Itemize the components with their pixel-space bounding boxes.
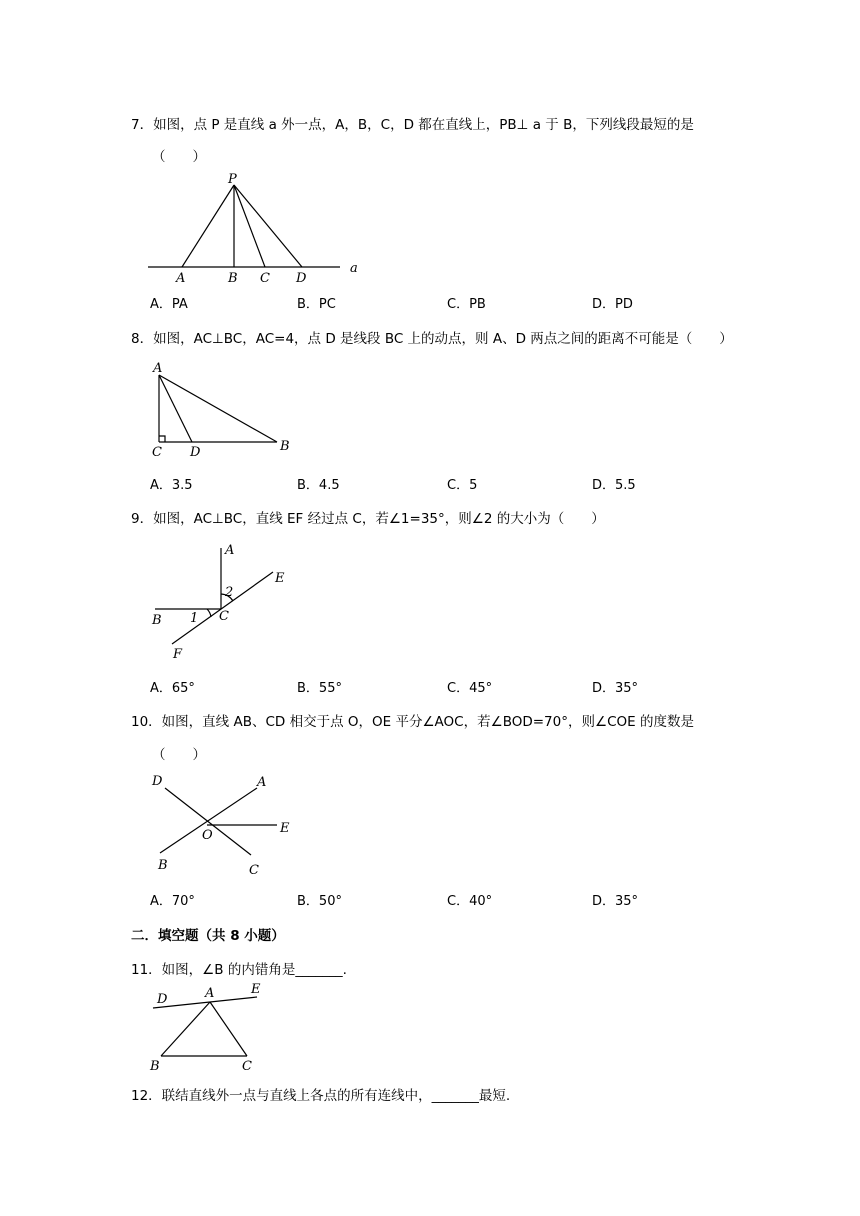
- q10-figure: [145, 768, 305, 883]
- q7-label-c: C: [260, 271, 270, 286]
- q11-label-c: C: [242, 1059, 252, 1074]
- q10-option-a: A．70°: [150, 894, 195, 909]
- q7-label-b: B: [228, 271, 238, 286]
- q7-label-p: P: [228, 172, 237, 187]
- q8-option-d: D．5.5: [592, 478, 636, 493]
- q11-label-a: A: [205, 986, 215, 1001]
- q10-label-b: B: [158, 858, 168, 873]
- q10-option-d: D．35°: [592, 894, 639, 909]
- q7-text: 7．如图，点 P 是直线 a 外一点，A，B，C，D 都在直线上，PB⊥ a 于 B，下列线段最短的是: [131, 117, 694, 133]
- q9-text: 9．如图，AC⊥BC，直线 EF 经过点 C，若∠1=35°，则∠2 的大小为（ ）: [131, 511, 605, 527]
- q9-figure: [145, 538, 305, 663]
- q7-option-a: A．PA: [150, 297, 188, 312]
- q8-text: 8．如图，AC⊥BC，AC=4，点 D 是线段 BC 上的动点，则 A、D 两点之间的距离不可能是（ ）: [131, 331, 733, 347]
- q10-label-c: C: [249, 863, 259, 878]
- q9-option-c: C．45°: [447, 681, 493, 696]
- q8-option-b: B．4.5: [297, 478, 340, 493]
- q12-text: 12．联结直线外一点与直线上各点的所有连线中，_______最短.: [131, 1088, 511, 1104]
- q8-label-b: B: [280, 439, 290, 454]
- q9-option-d: D．35°: [592, 681, 639, 696]
- q10-option-b: B．50°: [297, 894, 342, 909]
- q7-figure: [140, 168, 380, 288]
- q9-label-f: F: [173, 647, 183, 662]
- q7-label-line-a: a: [350, 261, 358, 276]
- q8-option-c: C．5: [447, 478, 478, 493]
- q10-option-c: C．40°: [447, 894, 493, 909]
- q10-bracket: （ ）: [152, 747, 206, 763]
- q8-option-a: A．3.5: [150, 478, 193, 493]
- q9-label-2: 2: [225, 585, 234, 600]
- q9-label-c: C: [219, 609, 229, 624]
- q8-label-c: C: [152, 445, 162, 460]
- q8-label-a: A: [153, 361, 163, 376]
- q7-label-d: D: [296, 271, 307, 286]
- q9-label-e: E: [275, 571, 285, 586]
- q9-label-b: B: [152, 613, 162, 628]
- q11-text: 11．如图，∠B 的内错角是_______.: [131, 962, 347, 978]
- q9-label-1: 1: [190, 611, 199, 626]
- q11-label-d: D: [157, 992, 168, 1007]
- q8-label-d: D: [190, 445, 201, 460]
- q10-label-e: E: [280, 821, 290, 836]
- q11-label-b: B: [150, 1059, 160, 1074]
- q9-option-a: A．65°: [150, 681, 195, 696]
- q11-figure: [145, 978, 275, 1078]
- q10-text: 10．如图，直线 AB、CD 相交于点 O，OE 平分∠AOC，若∠BOD=70°，则∠COE 的度数是: [131, 714, 694, 730]
- q10-label-a: A: [257, 775, 267, 790]
- q7-label-a: A: [176, 271, 186, 286]
- q7-option-b: B．PC: [297, 297, 336, 312]
- q7-option-d: D．PD: [592, 297, 633, 312]
- q9-option-b: B．55°: [297, 681, 342, 696]
- q10-label-d: D: [152, 774, 163, 789]
- q7-option-c: C．PB: [447, 297, 486, 312]
- q11-label-e: E: [251, 982, 261, 997]
- q9-label-a: A: [225, 543, 235, 558]
- q7-bracket: （ ）: [152, 149, 206, 165]
- q8-figure: [145, 358, 305, 463]
- section-heading-fill-in: 二．填空题（共 8 小题）: [131, 928, 285, 944]
- q10-label-o: O: [202, 828, 213, 843]
